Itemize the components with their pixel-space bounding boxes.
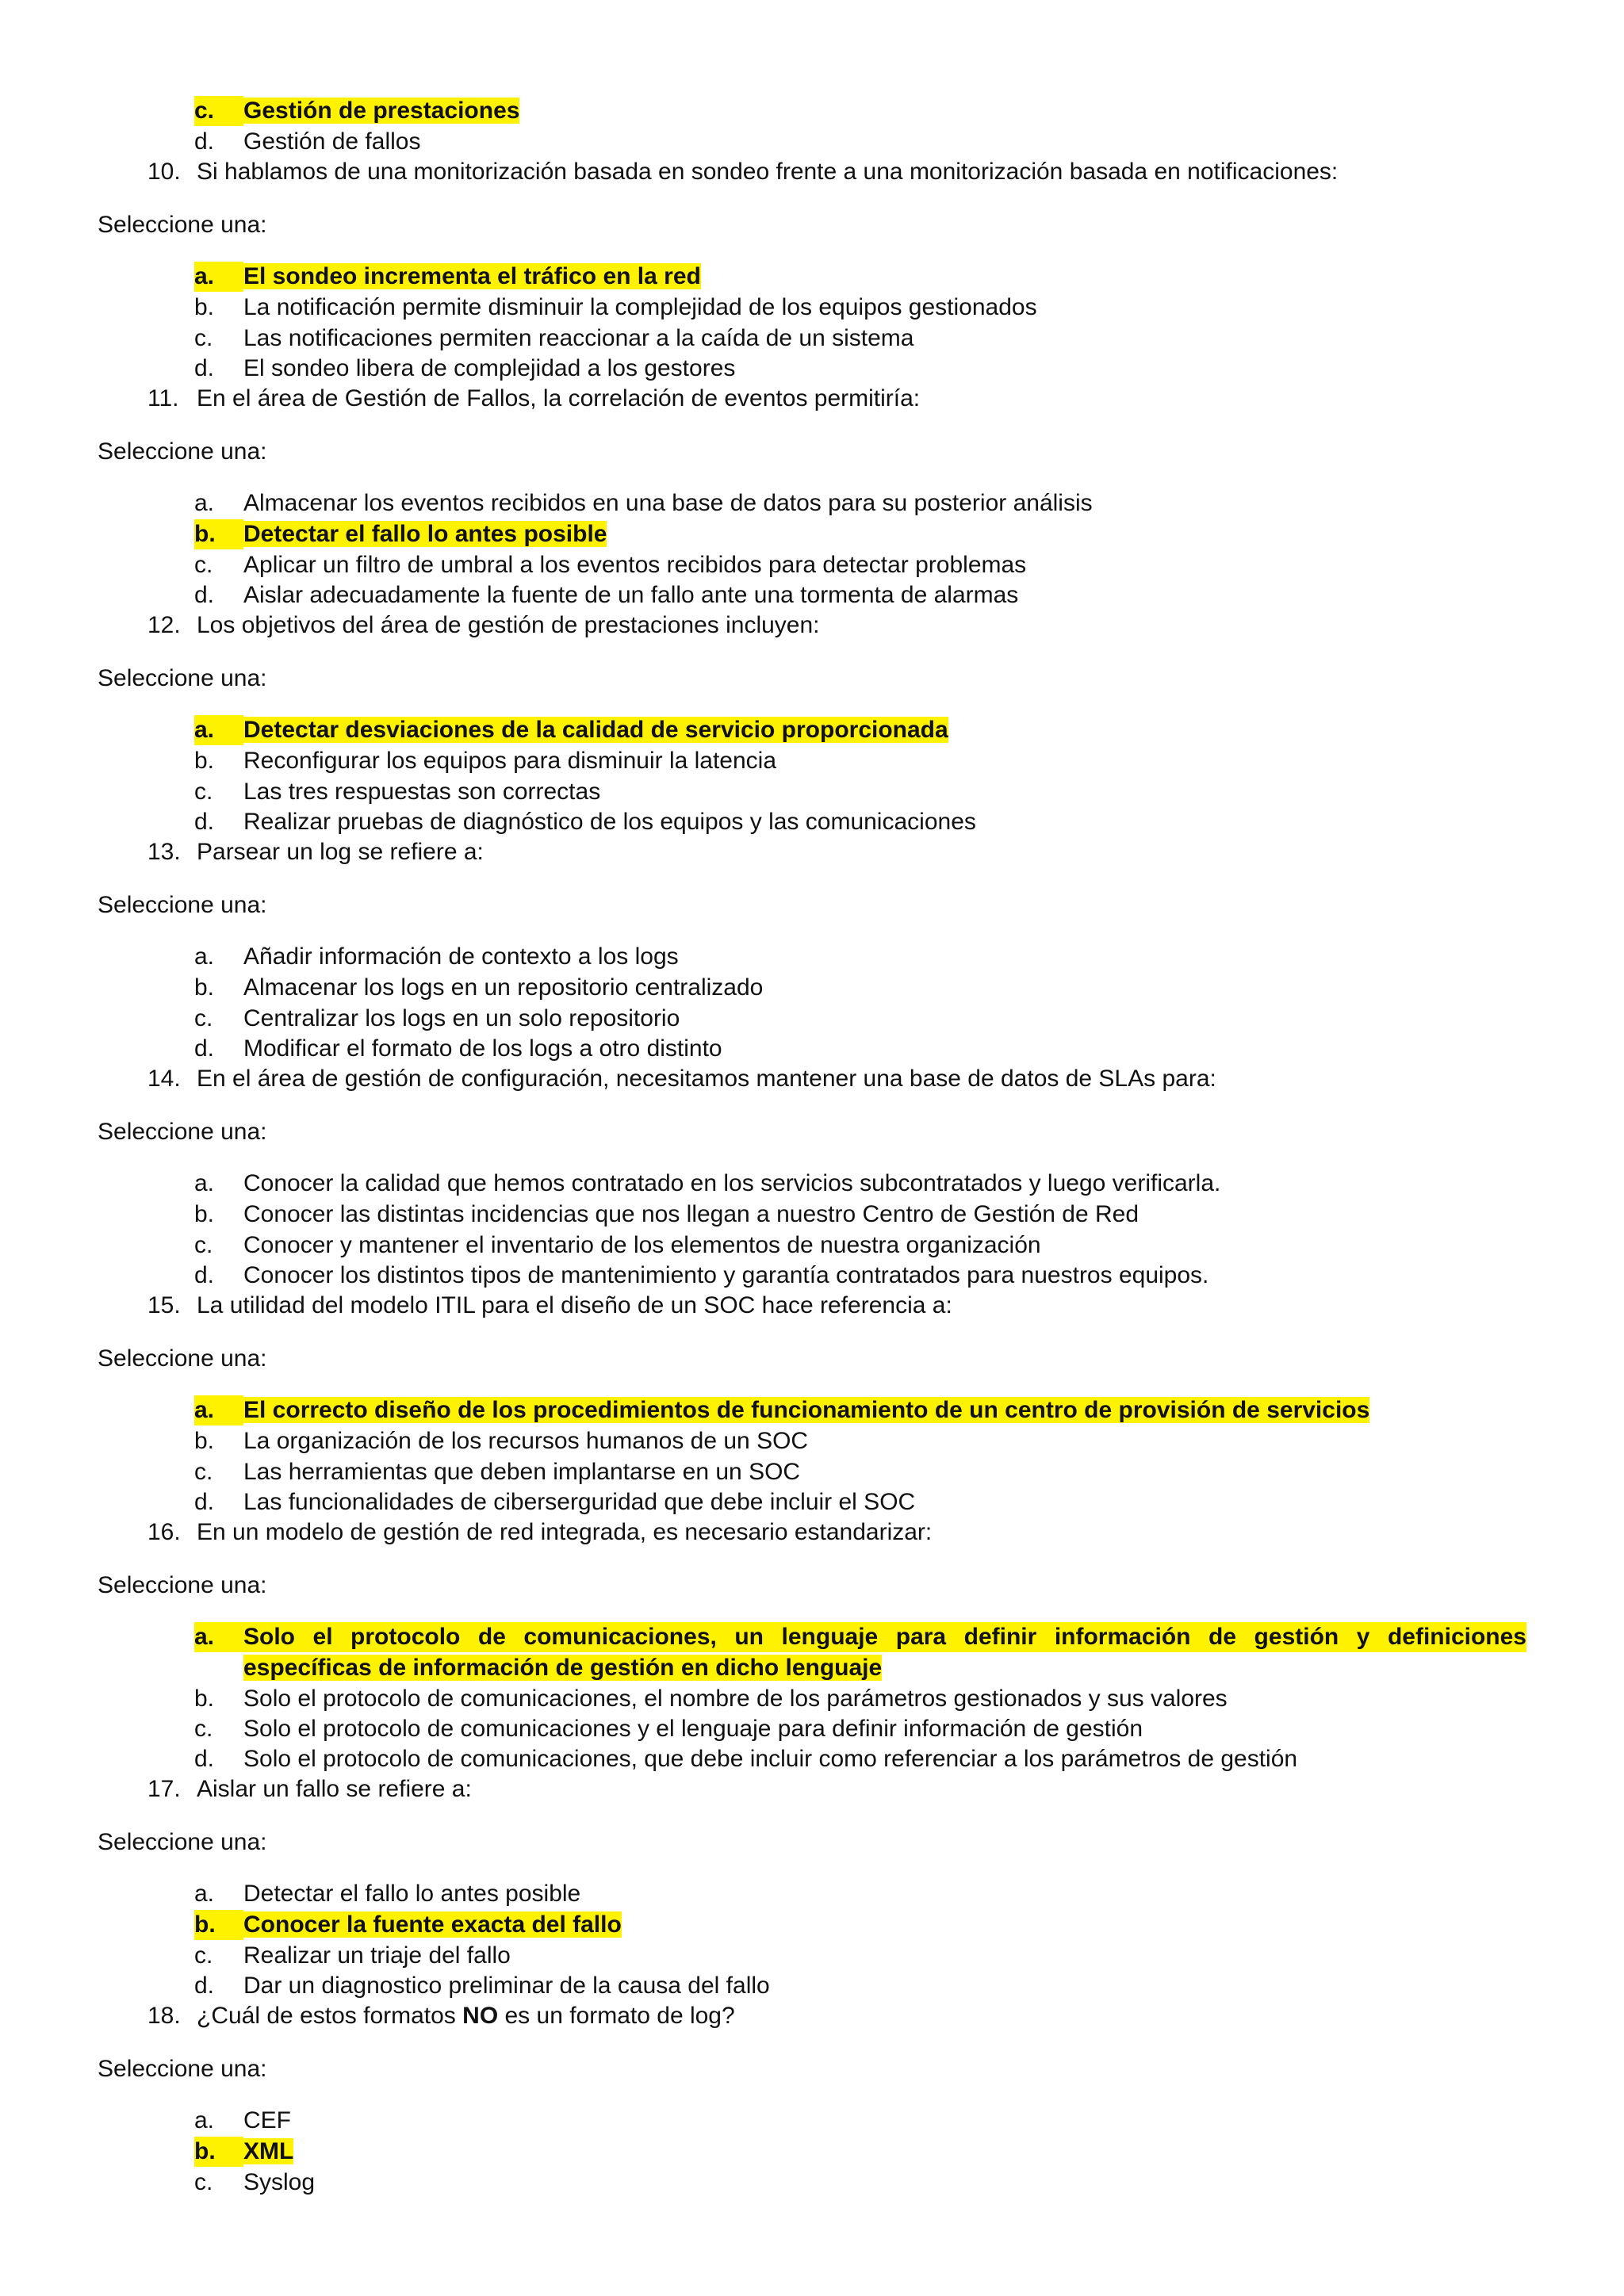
select-prompt: Seleccione una:: [98, 1119, 267, 1145]
option-letter: c.: [194, 1005, 213, 1031]
option-letter: b.: [194, 1201, 215, 1227]
question-text-before: ¿Cuál de estos formatos: [197, 2003, 463, 2029]
q11-option-d: [194, 580, 1526, 610]
q17-option-a: [194, 1879, 1526, 1909]
option-letter: a.: [194, 1170, 215, 1196]
q15-option-d: [194, 1487, 1526, 1517]
q16-option-d: [194, 1744, 1526, 1774]
q10-option-b: [194, 293, 1526, 323]
option-letter: c.: [194, 96, 243, 126]
select-prompt: Seleccione una:: [98, 665, 267, 691]
prev-option-c: [194, 96, 1526, 126]
q16-option-a: [194, 1622, 1526, 1652]
q18-option-a: [194, 2106, 1526, 2136]
q18-option-b: [194, 2137, 1526, 2167]
option-text: La notificación permite disminuir la complejidad de los equipos gestionados: [243, 294, 1037, 320]
q11-option-a: [194, 488, 1526, 519]
q17-option-c: [194, 1941, 1526, 1971]
option-letter: c.: [194, 1459, 213, 1485]
q14-option-b: [194, 1200, 1526, 1230]
option-letter: c.: [194, 1942, 213, 1969]
option-text: Detectar desviaciones de la calidad de servicio proporcionada: [243, 717, 948, 743]
q11-option-b: [194, 519, 1526, 549]
question-text: La utilidad del modelo ITIL para el diseño de un SOC hace referencia a:: [197, 1292, 952, 1318]
option-letter: b.: [194, 294, 215, 320]
question-text-after: es un formato de log?: [498, 2003, 735, 2029]
question-number: 18.: [147, 2003, 181, 2029]
q15-option-c: [194, 1457, 1526, 1487]
option-letter: b.: [194, 974, 215, 1001]
option-text: Dar un diagnostico preliminar de la causa del fallo: [243, 1973, 770, 1999]
prev-option-d: [194, 127, 1526, 157]
option-text: Las herramientas que deben implantarse en un SOC: [243, 1459, 801, 1485]
option-text: Añadir información de contexto a los logs: [243, 943, 679, 970]
q12-option-a: [194, 715, 1526, 745]
option-text: Gestión de fallos: [243, 128, 421, 155]
option-text: Detectar el fallo lo antes posible: [243, 1881, 581, 1907]
question-text: Los objetivos del área de gestión de prestaciones incluyen:: [197, 612, 820, 638]
question-number: 13.: [147, 839, 181, 865]
option-letter: d.: [194, 582, 215, 608]
option-text: El sondeo incrementa el tráfico en la red: [243, 263, 701, 289]
q15-option-a: [194, 1395, 1526, 1425]
question-11: [147, 384, 920, 414]
option-letter: b.: [194, 519, 243, 549]
option-text: Reconfigurar los equipos para disminuir la latencia: [243, 748, 777, 774]
question-number: 12.: [147, 612, 181, 638]
option-letter: d.: [194, 128, 215, 155]
question-number: 16.: [147, 1519, 181, 1545]
option-letter: d.: [194, 809, 215, 835]
question-15: [147, 1291, 952, 1321]
option-letter: c.: [194, 1716, 213, 1742]
question-text: [197, 2001, 735, 2031]
question-18: [147, 2001, 735, 2031]
option-text: El sondeo libera de complejidad a los gestores: [243, 355, 736, 381]
question-number: 11.: [147, 385, 179, 411]
q10-option-d: [194, 354, 1526, 384]
option-letter: a.: [194, 1622, 243, 1652]
select-prompt: Seleccione una:: [98, 438, 267, 465]
option-letter: b.: [194, 1686, 215, 1712]
question-number: 17.: [147, 1776, 181, 1802]
question-16: [147, 1517, 932, 1548]
option-text: Conocer los distintos tipos de mantenimiento y garantía contratados para nuestros equipos.: [243, 1262, 1209, 1288]
option-text: Syslog: [243, 2169, 316, 2195]
q12-option-c: [194, 777, 1526, 807]
option-text: Detectar el fallo lo antes posible: [243, 521, 607, 547]
option-text: Solo el protocolo de comunicaciones, el nombre de los parámetros gestionados y sus valores: [243, 1686, 1228, 1712]
question-13: [147, 837, 484, 867]
option-text: Solo el protocolo de comunicaciones, que debe incluir como referenciar a los parámetros de gestión: [243, 1746, 1298, 1772]
q18-option-c: [194, 2168, 1526, 2198]
option-letter: b.: [194, 748, 215, 774]
q10-option-a: [194, 262, 1526, 292]
option-text: Centralizar los logs en un solo repositorio: [243, 1005, 680, 1031]
q12-option-d: [194, 807, 1526, 837]
option-text: Conocer las distintas incidencias que nos llegan a nuestro Centro de Gestión de Red: [243, 1201, 1139, 1227]
option-text: CEF: [243, 2107, 291, 2133]
option-letter: c.: [194, 779, 213, 805]
option-text: Conocer la fuente exacta del fallo: [243, 1911, 622, 1938]
option-letter: a.: [194, 715, 243, 745]
question-17: [147, 1774, 472, 1804]
option-text: Aislar adecuadamente la fuente de un fallo ante una tormenta de alarmas: [243, 582, 1019, 608]
option-letter: d.: [194, 1489, 215, 1515]
option-text: Gestión de prestaciones: [243, 98, 520, 124]
q10-option-c: [194, 323, 1526, 354]
option-letter: c.: [194, 552, 213, 578]
option-letter: d.: [194, 1746, 215, 1772]
option-text: Solo el protocolo de comunicaciones y el lenguaje para definir información de gestión: [243, 1716, 1143, 1742]
question-number: 14.: [147, 1066, 181, 1092]
option-letter: c.: [194, 325, 213, 351]
q16-option-c: [194, 1714, 1526, 1744]
q13-option-d: [194, 1034, 1526, 1064]
option-text: La organización de los recursos humanos de un SOC: [243, 1428, 809, 1454]
option-text-line-1: Solo el protocolo de comunicaciones, un lenguaje para definir información de gestión y definiciones: [243, 1622, 1526, 1652]
q16-option-a-continuation: [194, 1653, 1526, 1683]
select-prompt: Seleccione una:: [98, 892, 267, 918]
question-12: [147, 610, 820, 641]
question-text: Parsear un log se refiere a:: [197, 839, 484, 865]
question-number: 15.: [147, 1292, 181, 1318]
q13-option-c: [194, 1004, 1526, 1034]
option-letter: c.: [194, 1232, 213, 1258]
option-text: Aplicar un filtro de umbral a los eventos recibidos para detectar problemas: [243, 552, 1027, 578]
option-text: Realizar pruebas de diagnóstico de los equipos y las comunicaciones: [243, 809, 976, 835]
q16-option-b: [194, 1684, 1526, 1714]
select-prompt: Seleccione una:: [98, 212, 267, 238]
question-text: Aislar un fallo se refiere a:: [197, 1776, 472, 1802]
q13-option-b: [194, 973, 1526, 1003]
option-letter: d.: [194, 355, 215, 381]
option-text-line-2: específicas de información de gestión en dicho lenguaje: [243, 1655, 883, 1681]
option-letter: d.: [194, 1973, 215, 1999]
q17-option-b: [194, 1910, 1526, 1940]
question-10: [147, 157, 1338, 187]
option-text: Las tres respuestas son correctas: [243, 779, 601, 805]
option-text: Realizar un triaje del fallo: [243, 1942, 511, 1969]
q13-option-a: [194, 942, 1526, 972]
option-text: Conocer y mantener el inventario de los elementos de nuestra organización: [243, 1232, 1041, 1258]
option-letter: a.: [194, 490, 215, 516]
option-letter: a.: [194, 1881, 215, 1907]
question-text-emphasis: NO: [462, 2003, 499, 2029]
question-text: En el área de Gestión de Fallos, la correlación de eventos permitiría:: [197, 385, 921, 411]
q11-option-c: [194, 550, 1526, 580]
option-letter: a.: [194, 2107, 215, 2133]
option-text: Las funcionalidades de ciberserguridad que debe incluir el SOC: [243, 1489, 916, 1515]
option-text: Almacenar los eventos recibidos en una base de datos para su posterior análisis: [243, 490, 1093, 516]
option-text: Almacenar los logs en un repositorio centralizado: [243, 974, 764, 1001]
option-text: El correcto diseño de los procedimientos de funcionamiento de un centro de provisión de servicios: [243, 1397, 1370, 1423]
option-letter: a.: [194, 262, 243, 292]
option-letter: b.: [194, 2137, 243, 2167]
question-text: En un modelo de gestión de red integrada, es necesario estandarizar:: [197, 1519, 933, 1545]
select-prompt: Seleccione una:: [98, 2056, 267, 2082]
option-letter: d.: [194, 1262, 215, 1288]
question-text: En el área de gestión de configuración, necesitamos mantener una base de datos de SLAs para:: [197, 1066, 1216, 1092]
option-letter: d.: [194, 1035, 215, 1062]
option-letter: b.: [194, 1428, 215, 1454]
option-letter: b.: [194, 1910, 243, 1940]
q15-option-b: [194, 1426, 1526, 1456]
question-number: 10.: [147, 159, 181, 185]
option-letter: c.: [194, 2169, 213, 2195]
select-prompt: Seleccione una:: [98, 1345, 267, 1372]
option-letter: a.: [194, 943, 215, 970]
question-text: Si hablamos de una monitorización basada en sondeo frente a una monitorización basada en notificaciones:: [197, 159, 1339, 185]
q14-option-a: [194, 1169, 1526, 1199]
q12-option-b: [194, 746, 1526, 776]
option-letter: a.: [194, 1395, 243, 1425]
question-14: [147, 1064, 1216, 1094]
q17-option-d: [194, 1971, 1526, 2001]
q14-option-d: [194, 1261, 1526, 1291]
option-text: Conocer la calidad que hemos contratado en los servicios subcontratados y luego verificarla.: [243, 1170, 1221, 1196]
option-text: Las notificaciones permiten reaccionar a la caída de un sistema: [243, 325, 914, 351]
option-text: Modificar el formato de los logs a otro distinto: [243, 1035, 722, 1062]
q14-option-c: [194, 1230, 1526, 1261]
select-prompt: Seleccione una:: [98, 1572, 267, 1598]
option-text: XML: [243, 2138, 294, 2164]
select-prompt: Seleccione una:: [98, 1829, 267, 1855]
